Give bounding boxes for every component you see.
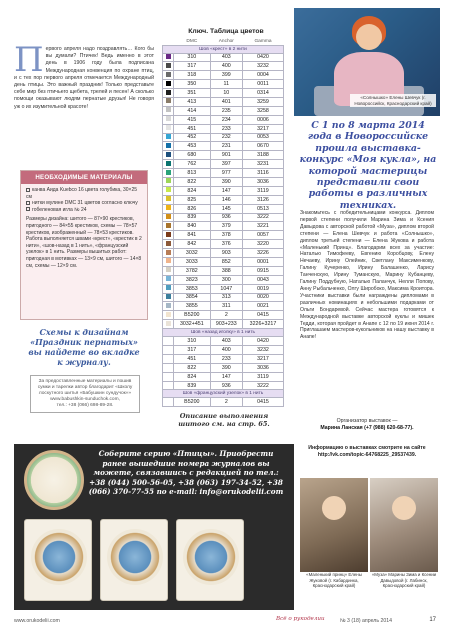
table-cell: 0053 (242, 133, 283, 142)
table-cell: 235 (210, 106, 242, 115)
table-cell: 3036 (242, 177, 283, 186)
color-swatch-icon (166, 214, 171, 219)
color-swatch-icon (166, 250, 171, 255)
materials-item: канва Аида Kuebco 16 цвета голубика, 30×25 см (26, 187, 138, 200)
color-swatch-icon (166, 232, 171, 237)
table-row (163, 89, 284, 98)
table-row (163, 222, 284, 231)
table-cell: 310 (174, 53, 211, 62)
color-swatch-icon (166, 143, 171, 148)
color-swatch-icon (166, 258, 171, 263)
page-number: 17 (429, 617, 436, 623)
table-cell: 3823 (174, 275, 211, 284)
organizer: Организатор выставок — Марина Ланская (+7 (988) 620-68-77). (320, 418, 414, 431)
table-cell: 903+233 (210, 320, 242, 329)
table-row (163, 266, 284, 275)
col-header-anchor: Anchor (218, 38, 234, 44)
table-cell: B5200 (174, 398, 211, 407)
intro-text-block (14, 40, 154, 111)
table-cell: 401 (210, 97, 242, 106)
color-swatch-icon (166, 116, 171, 121)
color-swatch-icon (166, 241, 171, 246)
table-cell: 3188 (242, 151, 283, 160)
info-block: Информацию о выставках смотрите на сайте http://vk.com/topic-64768225_29537439. (300, 445, 434, 459)
table-cell: 822 (174, 177, 211, 186)
table-cell: 842 (174, 240, 211, 249)
table-row (163, 372, 284, 381)
table-cell: 0415 (242, 398, 283, 407)
table-caption: Описание выполнения шитого см. на стр. 65. (178, 412, 270, 429)
table-cell: 3259 (242, 97, 283, 106)
table-cell: 376 (210, 240, 242, 249)
table-row (163, 177, 284, 186)
color-swatch-icon (166, 285, 171, 290)
table-section-row: Шов «назад иголку» в 1 нить (163, 329, 284, 337)
embroidery-hoop-image (24, 450, 84, 510)
table-cell: 147 (210, 186, 242, 195)
table-cell: 317 (174, 346, 211, 355)
table-cell: 317 (174, 62, 211, 71)
table-cell: 351 (174, 89, 211, 98)
checkbox-icon (26, 188, 30, 192)
materials-list (21, 184, 147, 216)
table-row (163, 124, 284, 133)
color-swatch-icon (166, 321, 171, 326)
table-row (163, 160, 284, 169)
table-row (163, 363, 284, 372)
table-cell: 2 (210, 311, 242, 320)
col-header-dmc: DMC (186, 38, 198, 44)
table-cell: 903 (210, 249, 242, 258)
table-cell: 841 (174, 231, 211, 240)
sponsor-phone: тел.: +38 (066) 698-89-28. (56, 403, 114, 408)
table-cell: 0019 (242, 284, 283, 293)
table-cell: 233 (210, 124, 242, 133)
table-row (163, 240, 284, 249)
plate-image-1 (24, 519, 92, 601)
table-cell: 3232 (242, 346, 283, 355)
table-cell: 415 (174, 115, 211, 124)
color-swatch-icon (166, 90, 171, 95)
table-title: Ключ. Таблица цветов (188, 28, 264, 35)
table-cell: 3217 (242, 354, 283, 363)
table-cell: 0001 (242, 257, 283, 266)
table-cell: 3226+3217 (242, 320, 283, 329)
table-row (163, 169, 284, 178)
materials-item: нитки мулине DMC 31 цветов согласно ключу (26, 200, 142, 207)
table-row (163, 354, 284, 363)
table-cell: 310 (174, 337, 211, 346)
issue-number: № 3 (18) апрель 2014 (340, 618, 393, 624)
table-cell: 233 (210, 354, 242, 363)
table-cell: 852 (210, 257, 242, 266)
color-swatch-icon (166, 81, 171, 86)
table-cell: 0020 (242, 293, 283, 302)
footer-site[interactable]: www.orukodelii.com (14, 618, 60, 624)
schemes-note: Схемы к дизайнам «Праздник пернатых» вы найдете во вкладке к журналу. (28, 327, 140, 367)
materials-title: НЕОБХОДИМЫЕ МАТЕРИАЛЫ (21, 171, 147, 184)
table-cell: 3220 (242, 240, 283, 249)
color-swatch-icon (166, 170, 171, 175)
drop-cap: П (14, 40, 44, 80)
table-cell: 3226 (242, 249, 283, 258)
table-cell: 3036 (242, 363, 283, 372)
table-row (163, 293, 284, 302)
table-header-row (163, 38, 284, 45)
table-cell: 379 (210, 222, 242, 231)
article-body: Знакомьтесь с победительницами конкурса. Диплом первой степени получили Марина Зима и Ксения Давыдова с авторской работой «Муза», диплом второй степени — Елена Шевчук и работа «Солнышко», диплом третьей степени — Елена Жукова и работа «Маленький Принц». Благодарим всех за участие: Наталью Тимофееву, Евгению Коробцову, Елену Нечаеву, Ирину Олейник, Светлану Максименкову, Галину Кучеренко, Ирину Балашенко, Ларису Танченскую, Ирину Туманскую, Марину Кубанцеву, Галину Поддубную, Наталью Паланчук, Нелли Попову, Анну Рыбальченко, Олгу Широбоко, Максима Кроитора. Участники выставки были награждены дипломами в различных номинациях и небольшими подарками от Ольги Бондаревой. Сейчас мастера готовятся к Международной выставке авторской куклы и мишек Тедди, которая пройдет в Анапе с 12 по 19 июня 2014 г. Приглашаем мастеров-кукольников на нашу выставку в Анапе! (300, 210, 434, 341)
table-cell: 0420 (242, 53, 283, 62)
checkbox-icon (26, 207, 30, 211)
table-cell: 234 (210, 115, 242, 124)
table-cell: 3119 (242, 372, 283, 381)
table-row (163, 97, 284, 106)
table-cell: 0004 (242, 71, 283, 80)
color-swatch-icon (166, 54, 171, 59)
color-key-table (162, 38, 284, 407)
table-cell: 350 (174, 80, 211, 89)
ad-text: Соберите серию «Птицы». Приобрести ранее вышедшие номера журналов вы можете, связавшись с редакцией по тел.: +38 (044) 500-56-05, +38 (063) 197-34-52, +38 (066) 370-77-55 по e-mail: info@orukodelii.com (88, 449, 284, 497)
table-row (163, 151, 284, 160)
page-footer (14, 616, 436, 628)
table-cell: 3116 (242, 169, 283, 178)
table-cell: 390 (210, 363, 242, 372)
table-cell: 3221 (242, 222, 283, 231)
col-header-gamma: Gamma (254, 38, 272, 44)
table-cell: 0513 (242, 204, 283, 213)
table-row (163, 204, 284, 213)
table-cell: 3217 (242, 124, 283, 133)
table-cell: 145 (210, 204, 242, 213)
table-cell: 451 (174, 124, 211, 133)
color-swatch-icon (166, 98, 171, 103)
table-cell: 840 (174, 222, 211, 231)
table-row (163, 381, 284, 390)
table-cell: 0670 (242, 142, 283, 151)
table-cell: 1047 (210, 284, 242, 293)
checkbox-icon (26, 201, 30, 205)
article-headline: С 1 по 8 марта 2014 года в Новороссийске прошла выставка-конкурс «Моя кукла», на которой мастерицы представили свои работы в различных техниках. (299, 120, 437, 211)
table-cell: 453 (174, 142, 211, 151)
table-cell: 824 (174, 372, 211, 381)
color-swatch-icon (166, 63, 171, 68)
color-swatch-icon (166, 223, 171, 228)
table-cell: 403 (210, 53, 242, 62)
table-cell: 400 (210, 62, 242, 71)
table-row (163, 346, 284, 355)
table-cell: 0043 (242, 275, 283, 284)
table-cell: 397 (210, 160, 242, 169)
table-cell: 977 (210, 169, 242, 178)
table-cell: 414 (174, 106, 211, 115)
sponsor-note: За предоставленные материалы и пошив сумки и тарелки автор благодарит «Школу лоскутного шитья «Бабушкин сундучок»» www.babushkin-sunduchok.com, тел.: +38 (066) 698-89-28. (30, 375, 140, 413)
table-cell: 936 (210, 213, 242, 222)
color-swatch-icon (166, 152, 171, 157)
table-cell: 822 (174, 363, 211, 372)
table-cell: 313 (210, 293, 242, 302)
table-cell: 400 (210, 346, 242, 355)
table-cell: 826 (174, 204, 211, 213)
table-cell: 3782 (174, 266, 211, 275)
table-row (163, 311, 284, 320)
table-row (163, 186, 284, 195)
table-row (163, 257, 284, 266)
table-row (163, 71, 284, 80)
table-row (163, 62, 284, 71)
table-row (163, 53, 284, 62)
plate-image-2 (100, 519, 168, 601)
sponsor-site[interactable]: www.babushkin-sunduchok.com, (50, 397, 120, 402)
table-cell: 3258 (242, 106, 283, 115)
color-swatch-icon (166, 161, 171, 166)
table-cell: 378 (210, 231, 242, 240)
table-cell: 3231 (242, 160, 283, 169)
doll-photo-little-prince (300, 478, 368, 572)
table-cell: 3033 (174, 257, 211, 266)
table-cell: 3126 (242, 195, 283, 204)
table-cell: 0057 (242, 231, 283, 240)
table-row (163, 284, 284, 293)
materials-item: гобеленовая игла № 24 (26, 207, 142, 214)
table-row (163, 337, 284, 346)
intro-paragraph: ервого апреля надо поздравлять… Кого бы вы думали? Птичек! Ведь именно в этот день в 1906 году была подписана Международная конвенция по охране птиц, и с тех пор первого апреля отмечается Международный день птицы. Это важный праздник! Только представьте себе мир без птичьего щебета, трелей и песен! А сколько помощи оказывают людям пернатые друзья! Не говоря уж о их изумительной красоте! (14, 46, 154, 110)
table-row (163, 133, 284, 142)
table-cell: 318 (174, 71, 211, 80)
color-swatch-icon (166, 187, 171, 192)
table-cell: 0915 (242, 266, 283, 275)
materials-box (20, 170, 148, 320)
color-swatch-icon (166, 267, 171, 272)
table-row (163, 213, 284, 222)
table-cell: 0011 (242, 80, 283, 89)
table-cell: 403 (210, 337, 242, 346)
table-cell: 0420 (242, 337, 283, 346)
color-swatch-icon (166, 125, 171, 130)
table-section-row: Шов «крест» в 2 нити (163, 45, 284, 53)
table-cell: 0415 (242, 311, 283, 320)
table-row (163, 275, 284, 284)
table-cell: 147 (210, 372, 242, 381)
table-row (163, 231, 284, 240)
info-link[interactable]: http://vk.com/topic-64768225_29537439. (317, 452, 417, 458)
table-row (163, 302, 284, 311)
table-cell: 2 (210, 398, 242, 407)
table-cell: 3854 (174, 293, 211, 302)
table-cell: 399 (210, 71, 242, 80)
table-cell: 824 (174, 186, 211, 195)
table-cell: 839 (174, 213, 211, 222)
table-row (163, 106, 284, 115)
color-swatch-icon (166, 107, 171, 112)
table-row (163, 249, 284, 258)
materials-note: Размеры дизайна: шитого — 87×90 крестиков, пригодного — 84×55 крестиков, схемы — 78×57 крестиков, изображенный — 78×53 крестиков. Работа выполняется швами «крест», «крестик в 2 нити», «шов-назад в 1 нить», «французский узелок» в 1 нить. Размеры вышитых работ: пригодная в мотивках — 13×9 см, шитого — 14×8 см, схемы — 12×9 см. (26, 216, 142, 269)
table-cell: 231 (210, 142, 242, 151)
table-row (163, 115, 284, 124)
table-row (163, 320, 284, 329)
table-cell: 3222 (242, 381, 283, 390)
table-cell: 451 (174, 354, 211, 363)
table-cell: 3232 (242, 62, 283, 71)
color-swatch-icon (166, 178, 171, 183)
table-cell: 901 (210, 151, 242, 160)
table-cell: 839 (174, 381, 211, 390)
color-swatch-icon (166, 294, 171, 299)
table-cell: 680 (174, 151, 211, 160)
organizer-name: Марина Ланская (+7 (988) 620-68-77). (320, 424, 414, 431)
photo-caption: «Солнышко» Елены Шевчук (г. Новороссийск, Краснодарский край) (350, 94, 436, 107)
color-swatch-icon (166, 205, 171, 210)
doll-photo-muse (370, 478, 438, 572)
color-swatch-icon (166, 72, 171, 77)
color-swatch-icon (166, 134, 171, 139)
table-cell: 300 (210, 275, 242, 284)
table-cell: 3855 (174, 302, 211, 311)
table-cell: 3032+451 (174, 320, 211, 329)
caption-muse: «Муза» Марины Зима и Ксении Давыдовой (г. Лабинск, Краснодарский край) (371, 572, 437, 589)
table-cell: 0021 (242, 302, 283, 311)
table-cell: 762 (174, 160, 211, 169)
table-cell: 311 (210, 302, 242, 311)
table-row (163, 80, 284, 89)
table-cell: B5200 (174, 311, 211, 320)
table-cell: 0006 (242, 115, 283, 124)
color-swatch-icon (166, 303, 171, 308)
caption-little-prince: «Маленький принц» Елены Жуковой (г. Кабардинка, Краснодарский край) (306, 572, 362, 589)
color-swatch-icon (166, 196, 171, 201)
table-row (163, 142, 284, 151)
color-swatch-icon (166, 312, 171, 317)
table-cell: 232 (210, 133, 242, 142)
table-cell: 413 (174, 97, 211, 106)
table-cell: 0314 (242, 89, 283, 98)
table-cell: 3222 (242, 213, 283, 222)
table-cell: 388 (210, 266, 242, 275)
table-cell: 390 (210, 177, 242, 186)
table-cell: 813 (174, 169, 211, 178)
table-cell: 10 (210, 89, 242, 98)
table-cell: 146 (210, 195, 242, 204)
color-swatch-icon (166, 276, 171, 281)
table-cell: 11 (210, 80, 242, 89)
plate-image-3 (176, 519, 244, 601)
table-cell: 3853 (174, 284, 211, 293)
table-cell: 825 (174, 195, 211, 204)
table-cell: 3119 (242, 186, 283, 195)
table-row (163, 195, 284, 204)
table-cell: 936 (210, 381, 242, 390)
table-cell: 452 (174, 133, 211, 142)
table-cell: 3032 (174, 249, 211, 258)
magazine-logo: Всё о рукоделии (276, 616, 325, 622)
table-section-row: Шов «французский узелок» в 1 нить (163, 390, 284, 398)
table-row (163, 398, 284, 407)
